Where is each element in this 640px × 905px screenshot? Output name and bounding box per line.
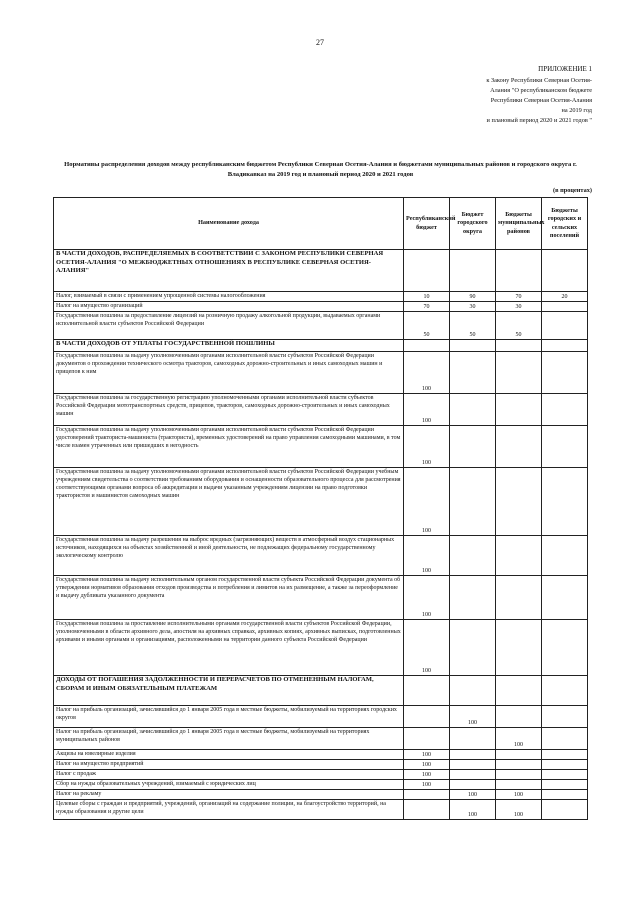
norm-value-cell	[496, 536, 542, 576]
table-row	[54, 426, 588, 468]
norm-value-cell: 100	[404, 536, 450, 576]
norm-value-cell: 100	[404, 426, 450, 468]
income-name-cell: Государственная пошлина за выдачу уполномоченными органами исполнительной власти субъектов Российской Федерации учебным учреждениям свидетельства о соответствии требованиям оборудования и оснащенности образовательного процесса для рассмотрения соответствующими органами вопроса об аккредитации и выдачи указанным учреждениям лицензии на право подготовки трактористов и машинистов самоходных машин	[54, 468, 404, 536]
norm-value-cell: 30	[496, 302, 542, 312]
norm-value-cell	[496, 676, 542, 706]
norm-value-cell	[450, 250, 496, 292]
norm-value-cell	[450, 620, 496, 676]
income-name-cell: Налог на имущество предприятий	[54, 760, 404, 770]
income-name-cell: В ЧАСТИ ДОХОДОВ ОТ УПЛАТЫ ГОСУДАРСТВЕННОЙ ПОШЛИНЫ	[54, 340, 404, 352]
norm-value-cell	[496, 576, 542, 620]
table-row	[54, 790, 588, 800]
norm-value-cell: 20	[542, 292, 588, 302]
norm-value-cell	[450, 728, 496, 750]
norm-value-cell	[496, 780, 542, 790]
norm-value-cell: 100	[404, 750, 450, 760]
table-row	[54, 394, 588, 426]
header-municipal-districts-budgets: Бюджеты муниципальных районов	[496, 198, 542, 250]
norm-value-cell	[542, 536, 588, 576]
norm-value-cell: 50	[404, 312, 450, 340]
norm-value-cell	[404, 800, 450, 820]
norm-value-cell	[542, 468, 588, 536]
norm-value-cell: 100	[496, 800, 542, 820]
income-name-cell: Целевые сборы с граждан и предприятий, учреждений, организаций на содержание полиции, на благоустройство территорий, на нужды образования и другие цели	[54, 800, 404, 820]
norm-value-cell: 100	[450, 790, 496, 800]
norm-value-cell	[542, 312, 588, 340]
header-republic-budget: Республиканский бюджет	[404, 198, 450, 250]
norm-value-cell: 100	[404, 770, 450, 780]
norm-value-cell	[542, 394, 588, 426]
table-row	[54, 536, 588, 576]
norm-value-cell	[450, 426, 496, 468]
income-name-cell: Государственная пошлина за выдачу уполномоченными органами исполнительной власти субъектов Российской Федерации удостоверений тракториста-машиниста (тракториста), временных удостоверений на право управления самоходными машинами, в том числе взамен утраченных или пришедших в негодность	[54, 426, 404, 468]
norm-value-cell	[450, 576, 496, 620]
table-row	[54, 292, 588, 302]
norm-value-cell: 100	[496, 790, 542, 800]
table-row	[54, 706, 588, 728]
table-row	[54, 352, 588, 394]
header-income-name: Наименование дохода	[54, 198, 404, 250]
table-row	[54, 312, 588, 340]
norm-value-cell	[404, 706, 450, 728]
table-row	[54, 780, 588, 790]
norm-value-cell	[450, 394, 496, 426]
appendix-line: Алания "О республиканском бюджете	[490, 87, 592, 94]
norm-value-cell: 100	[404, 352, 450, 394]
norm-value-cell	[542, 426, 588, 468]
norm-value-cell	[542, 800, 588, 820]
income-name-cell: Налог на прибыль организаций, зачислявшийся до 1 января 2005 года в местные бюджеты, мобилизуемый на территориях муниципальных районов	[54, 728, 404, 750]
norm-value-cell	[496, 394, 542, 426]
table-section-row	[54, 340, 588, 352]
norm-value-cell	[542, 576, 588, 620]
table-row	[54, 800, 588, 820]
norm-value-cell: 100	[404, 576, 450, 620]
table-row	[54, 576, 588, 620]
norm-value-cell: 90	[450, 292, 496, 302]
norm-value-cell	[404, 250, 450, 292]
norm-value-cell	[450, 340, 496, 352]
norm-value-cell	[542, 676, 588, 706]
norm-value-cell: 10	[404, 292, 450, 302]
norm-value-cell	[542, 340, 588, 352]
norm-value-cell	[496, 760, 542, 770]
norm-value-cell	[542, 790, 588, 800]
income-name-cell: В ЧАСТИ ДОХОДОВ, РАСПРЕДЕЛЯЕМЫХ В СООТВЕТСТВИИ С ЗАКОНОМ РЕСПУБЛИКИ СЕВЕРНАЯ ОСЕТИЯ-АЛАНИЯ "О МЕЖБЮДЖЕТНЫХ ОТНОШЕНИЯХ В РЕСПУБЛИКЕ СЕВЕРНАЯ ОСЕТИЯ-АЛАНИЯ"	[54, 250, 404, 292]
norm-value-cell	[542, 728, 588, 750]
norm-value-cell: 50	[496, 312, 542, 340]
income-name-cell: Государственная пошлина за выдачу уполномоченными органами исполнительной власти субъектов Российской Федерации документов о прохождении технического осмотра тракторов, самоходных дорожно-строительных и иных самоходных машин и прицепов к ним	[54, 352, 404, 394]
norm-value-cell	[542, 760, 588, 770]
units-note: (в процентах)	[553, 187, 592, 194]
page-number: 27	[316, 38, 324, 47]
norm-value-cell	[496, 250, 542, 292]
income-name-cell: Государственная пошлина за государственную регистрацию уполномоченными органами исполнительной власти субъектов Российской Федерации мототранспортных средств, прицепов, тракторов, самоходных дорожно-строительных и иных самоходных машин	[54, 394, 404, 426]
norm-value-cell	[542, 750, 588, 760]
norm-value-cell: 100	[404, 760, 450, 770]
income-name-cell: Налог на прибыль организаций, зачислявшийся до 1 января 2005 года в местные бюджеты, мобилизуемый на территориях городских округов	[54, 706, 404, 728]
norm-value-cell: 100	[450, 706, 496, 728]
norm-value-cell	[496, 340, 542, 352]
norm-value-cell: 50	[450, 312, 496, 340]
table-body	[54, 250, 588, 820]
norm-value-cell	[404, 728, 450, 750]
norm-value-cell	[450, 676, 496, 706]
appendix-line: Республики Северная Осетия-Алания	[490, 97, 592, 104]
norm-value-cell: 100	[450, 800, 496, 820]
table-section-row	[54, 676, 588, 706]
norm-value-cell	[450, 780, 496, 790]
norm-value-cell: 100	[404, 780, 450, 790]
income-name-cell: Налог с продаж	[54, 770, 404, 780]
norm-value-cell	[450, 468, 496, 536]
norm-value-cell	[496, 770, 542, 780]
norm-value-cell	[496, 352, 542, 394]
norm-value-cell	[496, 750, 542, 760]
appendix-note	[422, 64, 592, 126]
table-row	[54, 750, 588, 760]
norm-value-cell: 100	[404, 620, 450, 676]
norm-value-cell	[542, 620, 588, 676]
table-row	[54, 728, 588, 750]
norm-value-cell	[496, 426, 542, 468]
table-row	[54, 770, 588, 780]
table-row	[54, 302, 588, 312]
norm-value-cell	[404, 676, 450, 706]
norm-value-cell: 30	[450, 302, 496, 312]
header-settlements-budgets: Бюджеты городских и сельских поселений	[542, 198, 588, 250]
norm-value-cell	[450, 750, 496, 760]
norm-value-cell	[450, 536, 496, 576]
norm-value-cell	[450, 352, 496, 394]
table-header-row	[54, 198, 588, 250]
norm-value-cell	[542, 302, 588, 312]
income-name-cell: Государственная пошлина за выдачу разрешения на выброс вредных (загрязняющих) веществ в атмосферный воздух стационарных источников, находящихся на объектах хозяйственной и иной деятельности, не подлежащих федеральному государственному экологическому контролю	[54, 536, 404, 576]
norm-value-cell	[496, 706, 542, 728]
income-name-cell: Налог на имущество организаций	[54, 302, 404, 312]
table-row	[54, 760, 588, 770]
norm-value-cell	[450, 760, 496, 770]
appendix-line: к Закону Республики Северная Осетия-	[486, 77, 592, 84]
income-name-cell: Налог на рекламу	[54, 790, 404, 800]
table-row	[54, 620, 588, 676]
norm-value-cell: 100	[496, 728, 542, 750]
header-city-district-budget: Бюджет городского округа	[450, 198, 496, 250]
income-name-cell: Государственная пошлина за проставление исполнительными органами государственной власти субъектов Российской Федерации, уполномоченными в области архивного дела, апостиля на архивных справках, архивных копиях, архивных выписках, подготовленных архивами и иными органами и организациями, расположенными на территории данного субъекта Российской Федерации	[54, 620, 404, 676]
norms-table	[53, 197, 588, 820]
norm-value-cell	[404, 790, 450, 800]
income-name-cell: ДОХОДЫ ОТ ПОГАШЕНИЯ ЗАДОЛЖЕННОСТИ И ПЕРЕРАСЧЕТОВ ПО ОТМЕНЕННЫМ НАЛОГАМ, СБОРАМ И ИНЫМ ОБЯЗАТЕЛЬНЫМ ПЛАТЕЖАМ	[54, 676, 404, 706]
appendix-title: ПРИЛОЖЕНИЕ 1	[538, 65, 592, 73]
document-title: Нормативы распределения доходов между республиканским бюджетом Республики Северная Осетия-Алания и бюджетами муниципальных районов и городского округа г. Владикавказ на 2019 год и плановый период 2020 и 2021 годов	[64, 161, 577, 178]
norm-value-cell	[404, 340, 450, 352]
norm-value-cell	[542, 352, 588, 394]
appendix-line: на 2019 год	[561, 107, 592, 114]
norm-value-cell	[542, 780, 588, 790]
norm-value-cell	[542, 770, 588, 780]
norm-value-cell: 70	[496, 292, 542, 302]
norm-value-cell	[542, 706, 588, 728]
income-name-cell: Налог, взимаемый в связи с применением упрощенной системы налогообложения	[54, 292, 404, 302]
norm-value-cell: 100	[404, 468, 450, 536]
income-name-cell: Сбор на нужды образовательных учреждений, взимаемый с юридических лиц	[54, 780, 404, 790]
norm-value-cell: 100	[404, 394, 450, 426]
appendix-line: и плановый период 2020 и 2021 годов "	[486, 117, 592, 124]
income-name-cell: Государственная пошлина за предоставление лицензий на розничную продажу алкогольной продукции, выдаваемых органами исполнительной власти субъектов Российской Федерации	[54, 312, 404, 340]
table-section-row	[54, 250, 588, 292]
norm-value-cell: 70	[404, 302, 450, 312]
norm-value-cell	[496, 620, 542, 676]
income-name-cell: Государственная пошлина за выдачу исполнительным органом государственной власти субъекта Российской Федерации документа об утверждении нормативов образования отходов производства и потребления и лимитов на их размещение, а также за переоформление и выдачу дубликата указанного документа	[54, 576, 404, 620]
table-row	[54, 468, 588, 536]
norm-value-cell	[496, 468, 542, 536]
norm-value-cell	[542, 250, 588, 292]
norm-value-cell	[450, 770, 496, 780]
income-name-cell: Акцизы на ювелирные изделия	[54, 750, 404, 760]
